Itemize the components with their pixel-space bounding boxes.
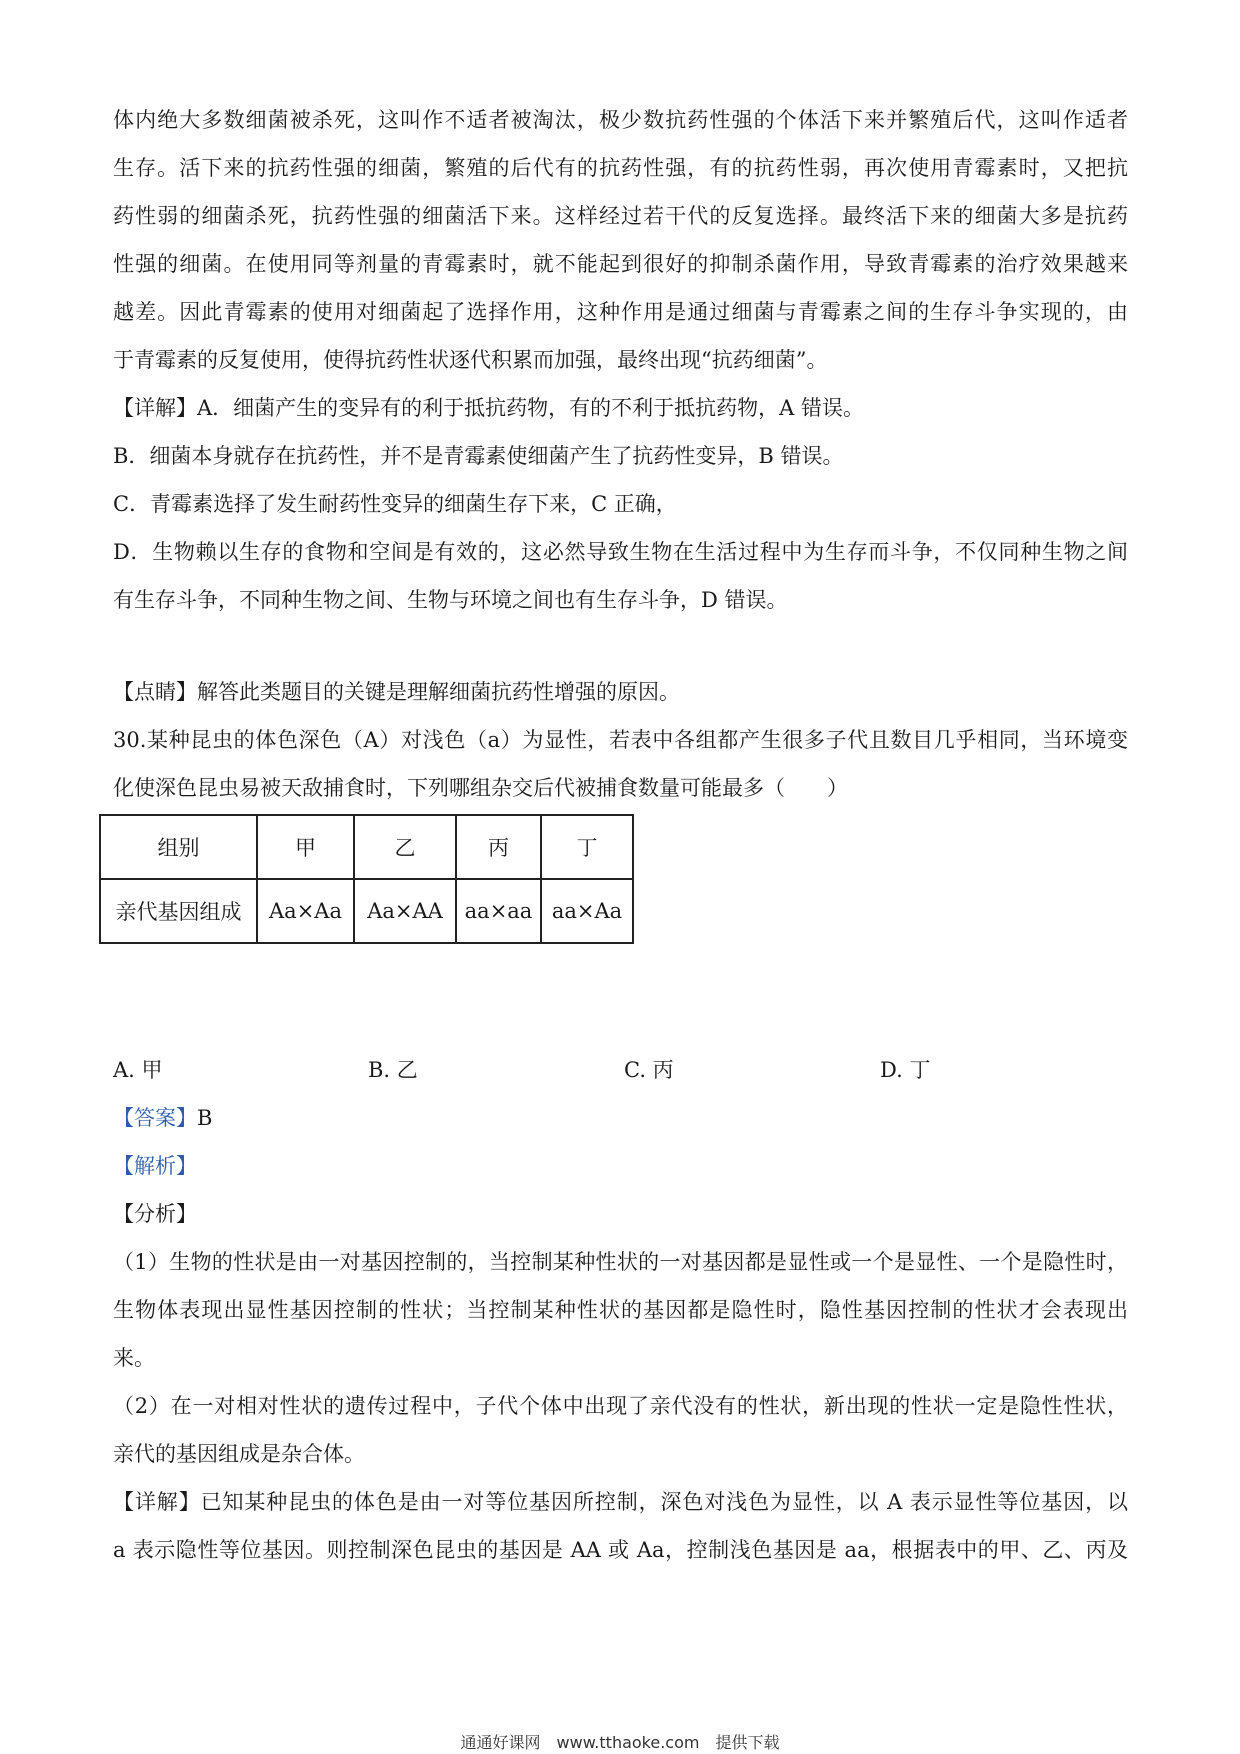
document-page (113, 96, 1128, 1574)
intro-line: 体内绝大多数细菌被杀死，这叫作不适者被淘汰，极少数抗药性强的个体活下来并繁殖后代，这叫作适者 (113, 108, 1128, 132)
page-footer: 通通好课网 www.tthaoke.com 提供下载 (460, 1733, 780, 1752)
table-cell: Aa×AA (354, 879, 456, 943)
intro-line: 生存。活下来的抗药性强的细菌，繁殖的后代有的抗药性强，有的抗药性弱，再次使用青霉素时，又把抗 (113, 156, 1128, 180)
detail-29-b: B．细菌本身就存在抗药性，并不是青霉素使细菌产生了抗药性变异，B 错误。 (113, 444, 844, 468)
option-a: A. 甲 (113, 1058, 163, 1082)
point-29: 【点睛】解答此类题目的关键是理解细菌抗药性增强的原因。 (113, 680, 680, 704)
options-row (113, 1046, 1128, 1094)
table-header-row (100, 815, 633, 879)
question-30-line: 30.某种昆虫的体色深色（A）对浅色（a）为显性，若表中各组都产生很多子代且数目几乎相同，当环境变 (113, 728, 1128, 752)
table-cell: 亲代基因组成 (100, 879, 257, 943)
table-cell: aa×Aa (541, 879, 633, 943)
fenxi-line: 来。 (113, 1346, 155, 1370)
detail-30-line: 【详解】已知某种昆虫的体色是由一对等位基因所控制，深色对浅色为显性，以 A 表示显性等位基因，以 (113, 1490, 1128, 1514)
option-b: B. 乙 (368, 1058, 418, 1082)
detail-29-d: D．生物赖以生存的食物和空间是有效的，这必然导致生物在生活过程中为生存而斗争，不仅同种生物之间 (113, 540, 1128, 564)
detail-29-a: 【详解】A．细菌产生的变异有的利于抵抗药物，有的不利于抵抗药物，A 错误。 (113, 396, 865, 420)
detail-29-d-cont: 有生存斗争，不同种生物之间、生物与环境之间也有生存斗争，D 错误。 (113, 588, 788, 612)
table-cell: 丁 (541, 815, 633, 879)
detail-30-line: a 表示隐性等位基因。则控制深色昆虫的基因是 AA 或 Aa，控制浅色基因是 aa，根据表中的甲、乙、丙及 (113, 1538, 1128, 1562)
table-cell: 组别 (100, 815, 257, 879)
fenxi-label: 【分析】 (113, 1202, 197, 1226)
spacer (113, 624, 1128, 668)
intro-line: 于青霉素的反复使用，使得抗药性状逐代积累而加强，最终出现“抗药细菌”。 (113, 348, 828, 372)
table-cell: aa×aa (456, 879, 541, 943)
question-30-line: 化使深色昆虫易被天敌捕食时，下列哪组杂交后代被捕食数量可能最多（ ） (113, 776, 848, 800)
analysis-label: 【解析】 (113, 1154, 197, 1178)
fenxi-line: （2）在一对相对性状的遗传过程中，子代个体中出现了亲代没有的性状，新出现的性状一定是隐性性状， (113, 1394, 1128, 1418)
table-cell: 甲 (257, 815, 354, 879)
answer-line (113, 1094, 1128, 1142)
fenxi-line: （1）生物的性状是由一对基因控制的，当控制某种性状的一对基因都是显性或一个是显性、一个是隐性时， (113, 1250, 1128, 1274)
option-c: C. 丙 (624, 1058, 674, 1082)
fenxi-line: 亲代的基因组成是杂合体。 (113, 1442, 365, 1466)
intro-line: 性强的细菌。在使用同等剂量的青霉素时，就不能起到很好的抑制杀菌作用，导致青霉素的治疗效果越来 (113, 252, 1128, 276)
spacer (113, 944, 1128, 1046)
answer-value: B (197, 1106, 213, 1130)
intro-line: 药性弱的细菌杀死，抗药性强的细菌活下来。这样经过若干代的反复选择。最终活下来的细菌大多是抗药 (113, 204, 1128, 228)
intro-line: 越差。因此青霉素的使用对细菌起了选择作用，这种作用是通过细菌与青霉素之间的生存斗争实现的，由 (113, 300, 1128, 324)
answer-label: 【答案】 (113, 1106, 197, 1130)
detail-29-c: C．青霉素选择了发生耐药性变异的细菌生存下来，C 正确， (113, 492, 677, 516)
table-row (100, 879, 633, 943)
option-d: D. 丁 (880, 1058, 931, 1082)
table-cell: 乙 (354, 815, 456, 879)
fenxi-line: 生物体表现出显性基因控制的性状；当控制某种性状的基因都是隐性时，隐性基因控制的性状才会表现出 (113, 1298, 1128, 1322)
genotype-table (99, 814, 634, 944)
table-cell: 丙 (456, 815, 541, 879)
table-cell: Aa×Aa (257, 879, 354, 943)
